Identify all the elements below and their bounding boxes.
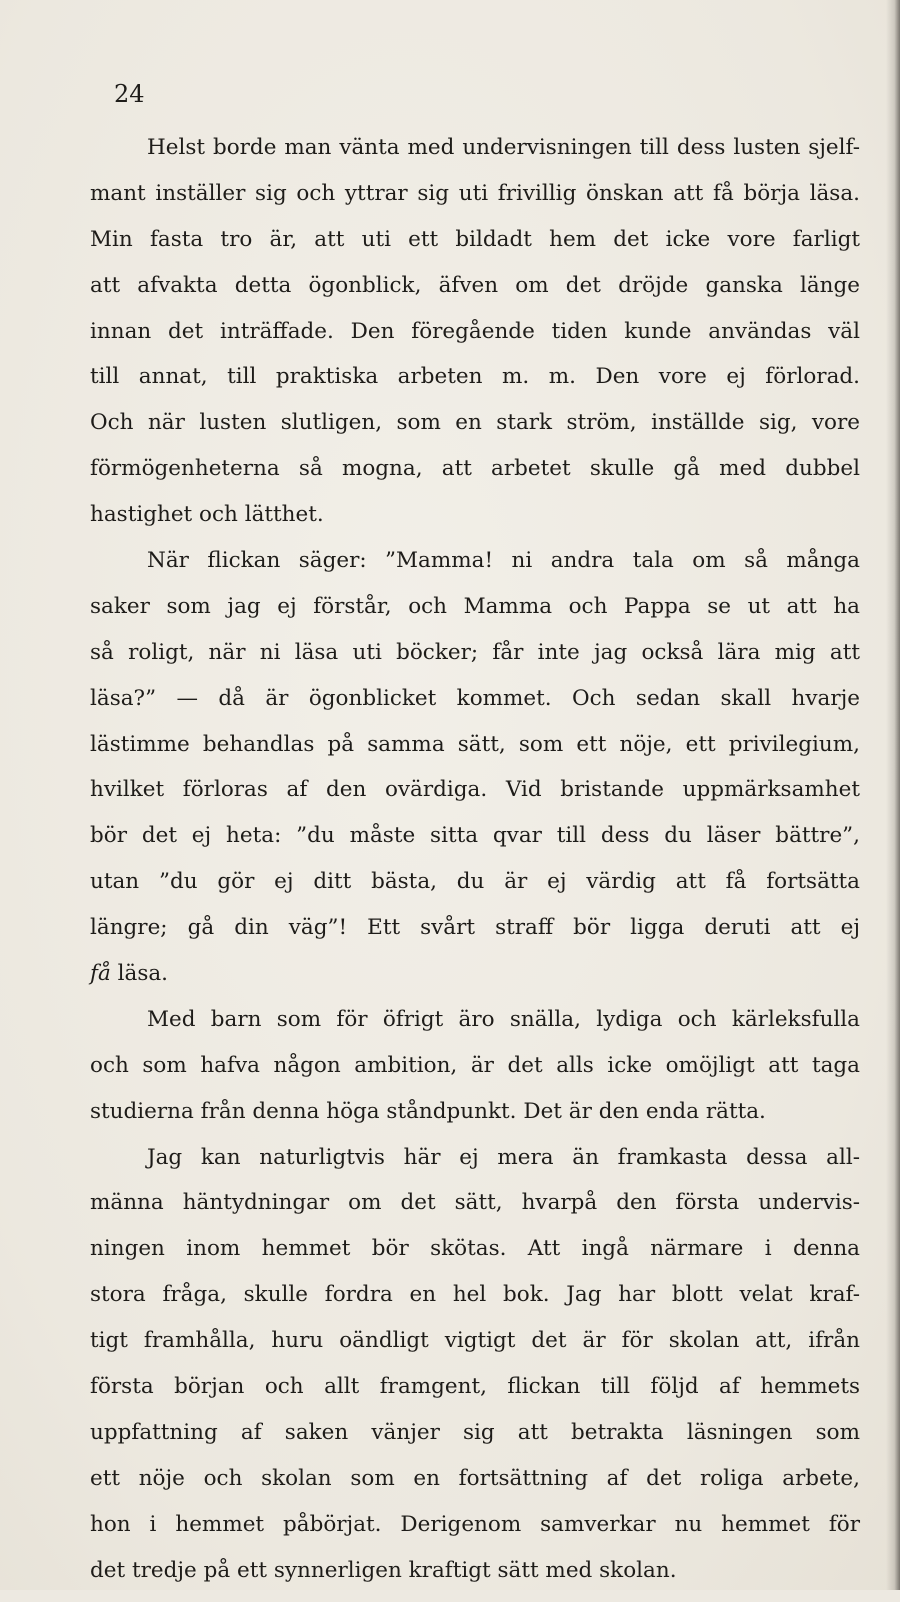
text-line-italic-start xyxy=(90,959,860,1005)
text-line: längre; gå din väg”! Ett svårt straff bör ligga deruti att ej xyxy=(90,915,860,941)
text-line: uppfattning af saken vänjer sig att betrakta läsningen som xyxy=(90,1419,860,1445)
italic-word: få xyxy=(90,961,111,987)
text-line: läsa?” — då är ögonblicket kommet. Och sedan skall hvarje xyxy=(90,685,860,711)
text-line: förmögenheterna så mogna, att arbetet skulle gå med dubbel xyxy=(90,456,860,482)
text-line: tigt framhålla, huru oändligt vigtigt det är för skolan att, ifrån xyxy=(90,1328,860,1354)
text-line: lästimme behandlas på samma sätt, som ett nöje, ett privilegium, xyxy=(90,731,860,757)
page-number: 24 xyxy=(114,80,145,108)
text-line: När flickan säger: ”Mamma! ni andra tala om så många xyxy=(147,548,860,574)
text-line: innan det inträffade. Den föregående tiden kunde användas väl xyxy=(90,318,860,344)
text-line: Helst borde man vänta med undervisningen till dess lusten sjelf- xyxy=(147,135,860,160)
text-line: hastighet och lätthet. xyxy=(90,502,324,528)
text-line: utan ”du gör ej ditt bästa, du är ej värdig att få fortsätta xyxy=(90,869,860,895)
text-line: bör det ej heta: ”du måste sitta qvar till dess du läser bättre”, xyxy=(90,823,860,849)
text-line: Jag kan naturligtvis här ej mera än framkasta dessa all- xyxy=(147,1144,860,1170)
text-line: mant inställer sig och yttrar sig uti frivillig önskan att få börja läsa. xyxy=(90,180,860,206)
text-line: saker som jag ej förstår, och Mamma och Pappa se ut att ha xyxy=(90,593,860,619)
text-line: så roligt, när ni läsa uti böcker; får inte jag också lära mig att xyxy=(90,639,860,665)
text-line: studierna från denna höga ståndpunkt. Det är den enda rätta. xyxy=(90,1098,766,1124)
text-line: hon i hemmet påbörjat. Derigenom samverkar nu hemmet för xyxy=(90,1511,860,1537)
text-line: första början och allt framgent, flickan till följd af hemmets xyxy=(90,1374,860,1400)
text-line: ett nöje och skolan som en fortsättning af det roliga arbete, xyxy=(90,1465,860,1491)
text-line-rest: läsa. xyxy=(117,961,169,987)
text-line: till annat, till praktiska arbeten m. m. Den vore ej förlorad. xyxy=(90,364,860,390)
body-text xyxy=(90,133,860,1602)
text-line: Och när lusten slutligen, som en stark ström, inställde sig, vore xyxy=(90,410,860,436)
text-line: stora fråga, skulle fordra en hel bok. Jag har blott velat kraf- xyxy=(90,1282,860,1308)
text-line: Med barn som för öfrigt äro snälla, lydiga och kärleksfulla xyxy=(147,1006,860,1032)
page-edge-shadow xyxy=(886,0,900,1590)
text-line: och som hafva någon ambition, är det alls icke omöjligt att taga xyxy=(90,1052,860,1078)
text-line: det tredje på ett synnerligen kraftigt sätt med skolan. xyxy=(90,1557,677,1583)
text-line: männa häntydningar om det sätt, hvarpå den första undervis- xyxy=(90,1190,860,1216)
text-line: ningen inom hemmet bör skötas. Att ingå närmare i denna xyxy=(90,1236,860,1262)
text-line: hvilket förloras af den ovärdiga. Vid bristande uppmärksamhet xyxy=(90,777,860,803)
text-line: Min fasta tro är, att uti ett bildadt hem det icke vore farligt xyxy=(90,226,860,252)
text-line: att afvakta detta ögonblick, äfven om det dröjde ganska länge xyxy=(90,272,860,298)
